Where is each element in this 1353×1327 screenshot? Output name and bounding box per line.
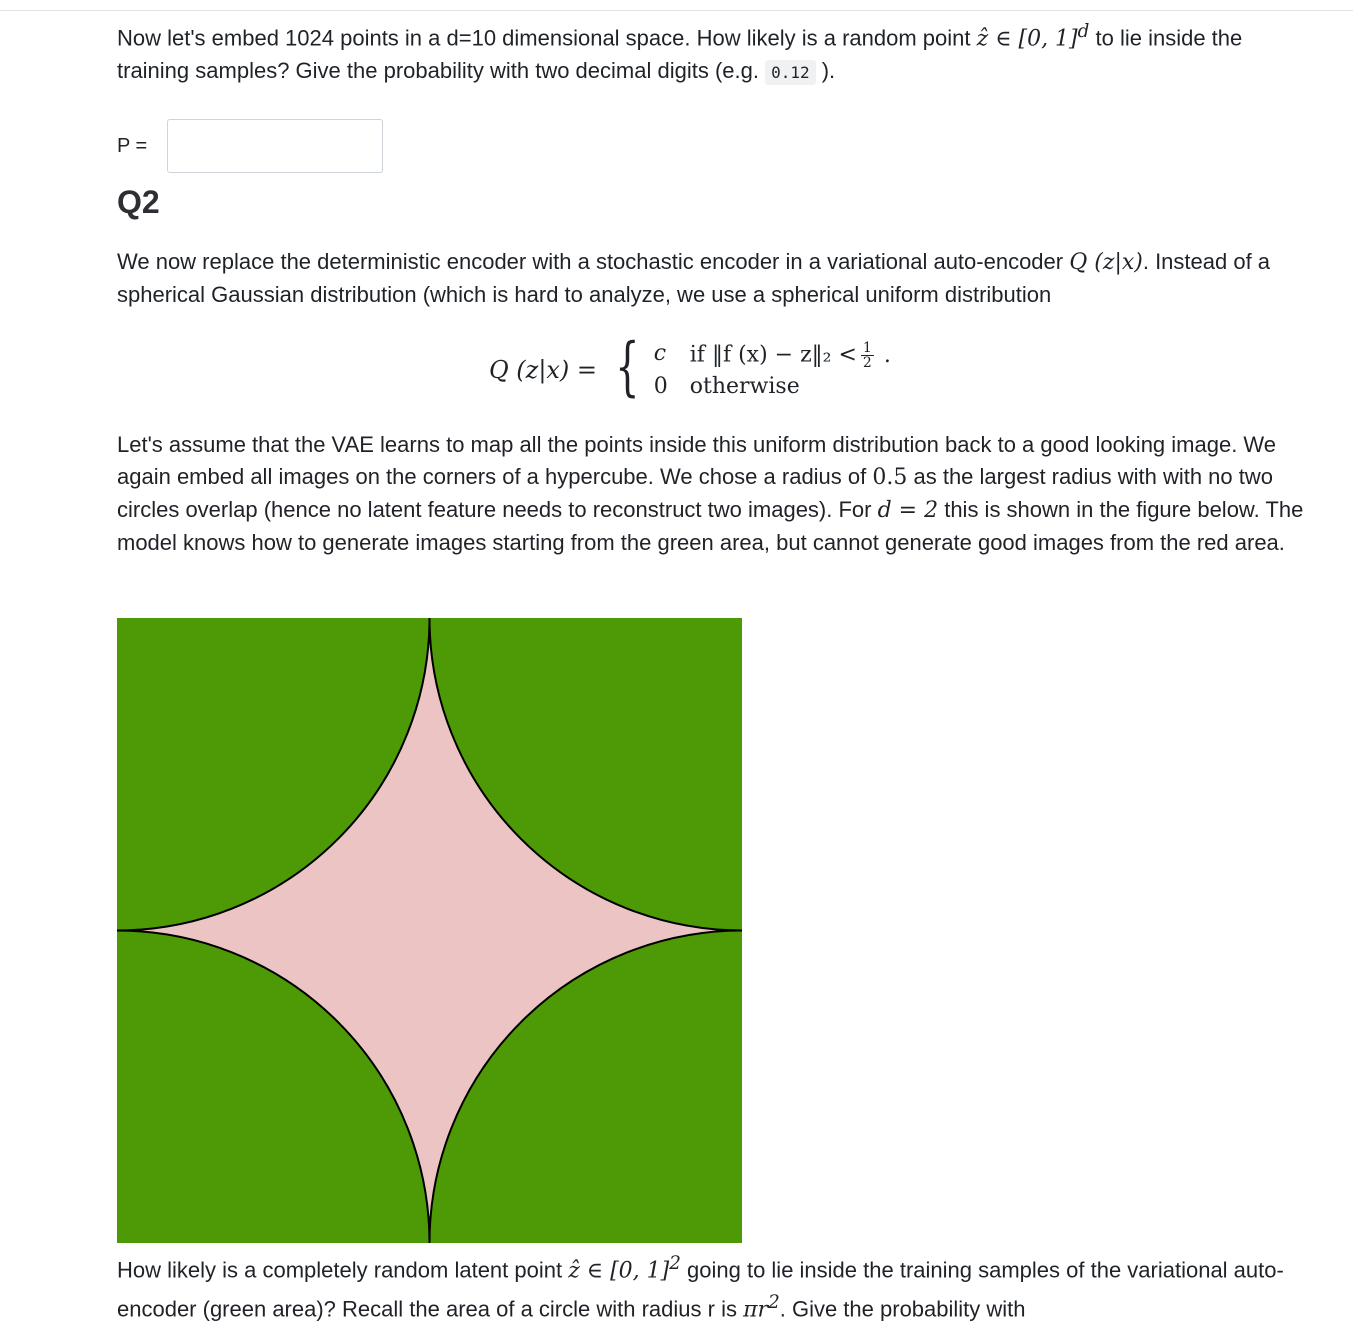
intro-text-2: to lie inside the training samples? Give the probability with two decimal digits (e.g. [117, 25, 1243, 84]
outro-math-sup: 2 [669, 1253, 681, 1274]
q2-body [117, 429, 1307, 559]
formula [489, 332, 891, 408]
q2-intro-math: Q (z|x) [1069, 250, 1143, 275]
probability-input[interactable] [167, 119, 383, 173]
outro-math-area-sup: 2 [768, 1292, 780, 1314]
fraction-denominator: 2 [862, 355, 872, 371]
intro-math-sup: d [1077, 21, 1090, 42]
top-bar [0, 0, 1353, 11]
formula-case1-value: c [653, 341, 667, 366]
intro-text: Now let's embed 1024 points in a d=10 dimensional space. How likely is a random point [117, 25, 977, 51]
intro-math: ẑ ∈ [0, 1] [976, 26, 1078, 52]
question-intro [117, 16, 1307, 89]
question-heading: Q2 [117, 184, 160, 220]
q2-body-text: Let's assume that the VAE learns to map all the points inside this uniform distribution back to a good looking image. We again embed all images on the corners of a hypercube. We chose a radius of [117, 432, 1277, 489]
outro-math-area: πr [743, 1297, 769, 1323]
q2-body-text-2: as the largest radius with with no two circles overlap (hence no latent feature needs to reconstruct two images). For [117, 464, 1273, 522]
q2-intro-text-2: . Instead of a spherical Gaussian distribution (which is hard to analyze, we use a spherical uniform distribution [117, 249, 1271, 307]
answer-label: P = [117, 134, 148, 157]
intro-text-3: ). [815, 58, 836, 84]
latent-space-figure [117, 618, 742, 1243]
formula-case1 [690, 341, 891, 370]
answer-row [117, 118, 383, 174]
formula-fraction [861, 341, 874, 370]
q2-body-text-3: this is shown in the figure below. The model knows how to generate images starting from the green area, but cannot generate good images from the red area. [117, 497, 1304, 555]
outro-math: ẑ ∈ [0, 1] [568, 1258, 670, 1284]
formula-cases [654, 341, 891, 399]
outro-text: How likely is a completely random latent point [117, 1257, 569, 1283]
q2-intro-text: We now replace the deterministic encoder with a stochastic encoder in a variational auto-encoder [117, 249, 1070, 274]
q2-question [117, 1248, 1317, 1327]
formula-case2-condition: otherwise [689, 374, 800, 399]
fraction-numerator: 1 [862, 340, 872, 356]
formula-brace: { [615, 330, 640, 404]
q2-body-radius: 0.5 [872, 465, 908, 490]
formula-case1-condition: if ‖f (x) − z‖₂ < [689, 342, 857, 368]
formula-case2-value: 0 [653, 374, 668, 399]
outro-text-2: going to lie inside the training samples of the variational auto-encoder (green area)? Recall the area of a circle with radius r is [117, 1257, 1284, 1322]
formula-lhs: Q (z|x) = [489, 356, 598, 384]
example-code: 0.12 [765, 60, 816, 85]
outro-text-3: . Give the probability with [779, 1296, 1026, 1322]
q2-intro [117, 246, 1307, 311]
formula-trailing: . [883, 342, 891, 368]
q2-body-dim: d = 2 [877, 498, 939, 523]
